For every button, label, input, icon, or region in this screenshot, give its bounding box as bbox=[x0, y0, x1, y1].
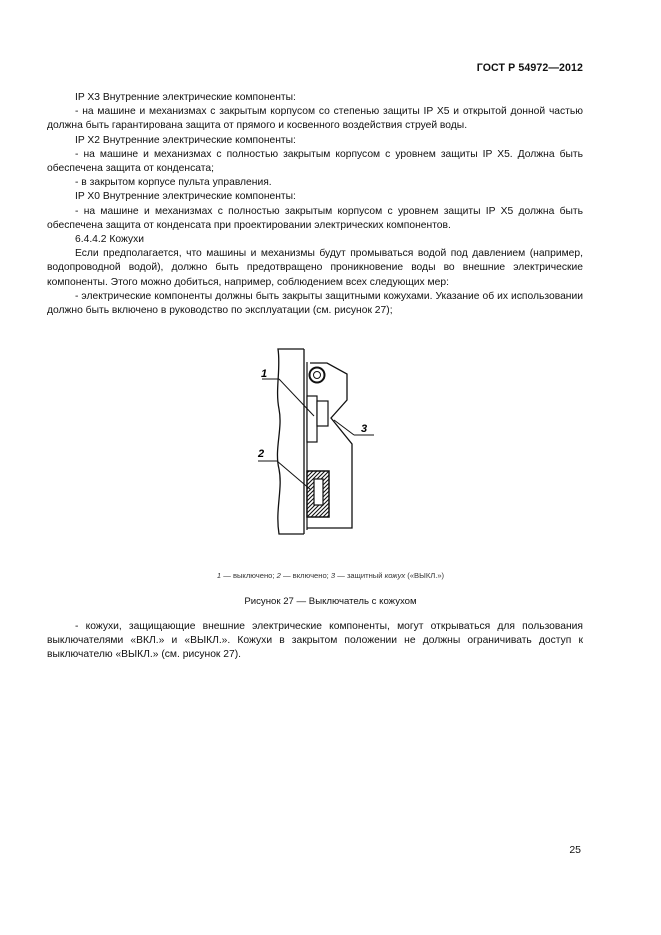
paragraph: - на машине и механизмах с полностью закрытым корпусом с уровнем защиты IP X5. Должна быть обеспечена защита от конденсата; bbox=[47, 148, 583, 175]
off-button-inner bbox=[317, 401, 328, 426]
legend-text: — защитный bbox=[335, 571, 385, 580]
paragraph: - на машине и механизмах с полностью закрытым корпусом с уровнем защиты IP X5 должна быть обеспечена защита от конденсата при проектировании электрических компонентов. bbox=[47, 205, 583, 231]
figure-legend bbox=[0, 571, 661, 580]
legend-text: — включено; bbox=[280, 571, 331, 580]
paragraph: Если предполагается, что машины и механизмы будут промываться водой под давлением (например, водопроводной водой), должно быть предотвращено проникновение воды во внешние электрические компоненты. Этого можно добиться, например, соблюдением всех следующих мер: bbox=[47, 248, 583, 288]
standard-code-header: ГОСТ Р 54972—2012 bbox=[476, 62, 583, 74]
legend-italic: кожух bbox=[384, 571, 406, 580]
paragraph: - электрические компоненты должны быть закрыты защитными кожухами. Указание об их использовании должно быть включено в руководство по эксплуатации (см. рисунок 27); bbox=[47, 290, 583, 317]
legend-text: — выключено; bbox=[221, 571, 277, 580]
off-button-outer bbox=[307, 396, 317, 442]
switch-with-cover-figure bbox=[248, 344, 380, 540]
legend-num: 1 bbox=[216, 571, 222, 580]
paragraph: - в закрытом корпусе пульта управления. bbox=[75, 177, 272, 189]
paragraph: - кожухи, защищающие внешние электрические компоненты, могут открываться для пользования выключателями «ВКЛ.» и «ВЫКЛ.». Кожухи в закрытом положении не должны ограничивать доступ к выключателю «ВЫКЛ.» (см. рисунок 27). bbox=[47, 621, 583, 661]
paragraph: IP X0 Внутренние электрические компоненты: bbox=[75, 191, 296, 203]
body-text-continued bbox=[47, 620, 583, 663]
on-button-core bbox=[314, 479, 323, 505]
section-heading: 6.4.4.2 Кожухи bbox=[75, 234, 145, 246]
hinge-icon bbox=[310, 368, 325, 383]
figure-caption: Рисунок 27 — Выключатель с кожухом bbox=[244, 596, 417, 607]
legend-text: («ВЫКЛ.») bbox=[405, 571, 445, 580]
page-number: 25 bbox=[569, 844, 581, 856]
body-text bbox=[47, 91, 583, 318]
paragraph: IP X2 Внутренние электрические компоненты: bbox=[75, 134, 296, 146]
paragraph: - на машине и механизмах с закрытым корпусом со степенью защиты IP X5 и открытой донной частью должна быть гарантирована защита от прямого и косвенного воздействия струей воды. bbox=[47, 106, 583, 132]
callout-1: 1 bbox=[261, 368, 268, 380]
wall-surface bbox=[277, 349, 304, 534]
legend-num: 3 bbox=[330, 571, 336, 580]
switch-drawing bbox=[248, 344, 380, 540]
callout-3: 3 bbox=[361, 423, 368, 435]
callout-2: 2 bbox=[258, 448, 265, 460]
legend-num: 2 bbox=[276, 571, 281, 580]
paragraph: IP X3 Внутренние электрические компоненты: bbox=[75, 92, 296, 103]
